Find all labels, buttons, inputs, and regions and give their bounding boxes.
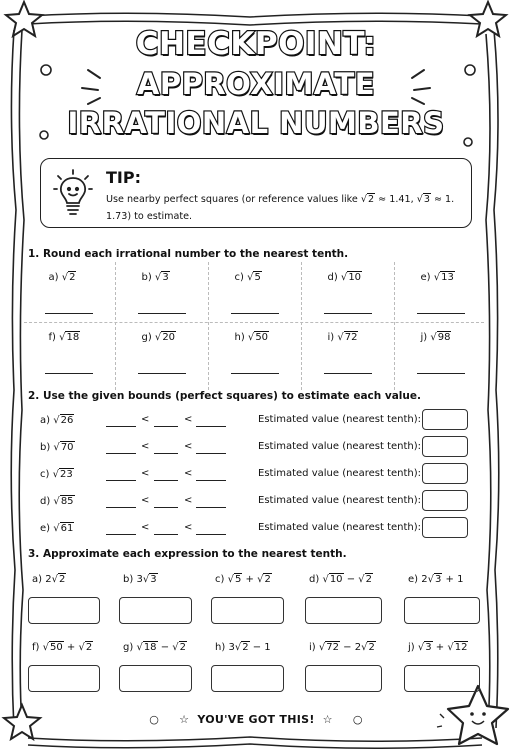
problem-label: j) √98 [420,332,451,343]
expression-answer-box[interactable] [404,597,480,624]
value-blank[interactable] [154,426,178,427]
estimate-answer-box[interactable] [422,436,468,457]
lightbulb-icon [52,168,94,220]
problem-label: e) √61 [40,523,74,534]
upper-bound-blank[interactable] [196,453,226,454]
expression-label: c) √5 + √2 [215,574,271,585]
estimate-answer-box[interactable] [422,409,468,430]
value-blank[interactable] [154,507,178,508]
title-line-1: CHECKPOINT: [135,26,377,62]
footer: ○ ☆ YOU'VE GOT THIS! ☆ ○ [149,713,363,726]
estimate-label: Estimated value (nearest tenth): [258,522,422,533]
answer-blank[interactable] [324,373,372,374]
section-1-heading: 1. Round each irrational number to the nearest tenth. [28,248,349,260]
expression-label: d) √10 − √2 [309,574,373,585]
answer-blank[interactable] [324,313,372,314]
less-than-sign: < [184,468,193,479]
expression-answer-box[interactable] [211,597,284,624]
lower-bound-blank[interactable] [106,426,136,427]
upper-bound-blank[interactable] [196,426,226,427]
value-blank[interactable] [154,453,178,454]
answer-blank[interactable] [138,373,186,374]
problem-label: d) √85 [40,496,74,507]
estimate-label: Estimated value (nearest tenth): [258,441,422,452]
less-than-sign: < [141,495,150,506]
expression-answer-box[interactable] [211,665,284,692]
problem-label: a) √26 [40,415,74,426]
expression-answer-box[interactable] [305,597,382,624]
estimate-label: Estimated value (nearest tenth): [258,495,422,506]
expression-label: h) 3√2 − 1 [215,642,271,653]
lower-bound-blank[interactable] [106,480,136,481]
title-line-3: IRRATIONAL NUMBERS [67,106,445,140]
section-3-heading: 3. Approximate each expression to the nearest tenth. [28,548,347,560]
problem-label: h) √50 [234,332,269,343]
expression-label: a) 2√2 [32,574,66,585]
tip-heading: TIP: [106,168,141,187]
expression-answer-box[interactable] [28,665,100,692]
value-blank[interactable] [154,480,178,481]
estimate-answer-box[interactable] [422,517,468,538]
grid-divider [394,262,395,390]
section-2-heading: 2. Use the given bounds (perfect squares) to estimate each value. [28,390,421,402]
problem-label: f) √18 [48,332,80,343]
upper-bound-blank[interactable] [196,534,226,535]
answer-blank[interactable] [417,313,465,314]
estimate-label: Estimated value (nearest tenth): [258,414,422,425]
expression-label: g) √18 − √2 [123,642,187,653]
less-than-sign: < [184,522,193,533]
problem-label: b) √70 [40,442,74,453]
value-blank[interactable] [154,534,178,535]
expression-label: b) 3√3 [123,574,157,585]
answer-blank[interactable] [45,373,93,374]
problem-label: e) √13 [420,272,454,283]
problem-label: d) √10 [327,272,362,283]
estimate-label: Estimated value (nearest tenth): [258,468,422,479]
lower-bound-blank[interactable] [106,453,136,454]
problem-label: b) √3 [141,272,169,283]
expression-answer-box[interactable] [404,665,480,692]
answer-blank[interactable] [138,313,186,314]
problem-label: g) √20 [141,332,176,343]
expression-answer-box[interactable] [119,665,192,692]
tip-text: Use nearby perfect squares (or reference values like √2 ≈ 1.41, √3 ≈ 1. 1.73) to estimate. [106,194,455,222]
less-than-sign: < [184,414,193,425]
answer-blank[interactable] [45,313,93,314]
grid-divider [301,262,302,390]
expression-label: j) √3 + √12 [408,642,468,653]
answer-blank[interactable] [417,373,465,374]
less-than-sign: < [184,441,193,452]
less-than-sign: < [141,441,150,452]
expression-label: i) √72 − 2√2 [309,642,375,653]
lower-bound-blank[interactable] [106,507,136,508]
problem-label: i) √72 [327,332,358,343]
title-line-2: APPROXIMATE [136,67,376,101]
grid-divider [24,322,484,323]
estimate-answer-box[interactable] [422,463,468,484]
expression-answer-box[interactable] [28,597,100,624]
upper-bound-blank[interactable] [196,480,226,481]
expression-answer-box[interactable] [119,597,192,624]
answer-blank[interactable] [231,373,279,374]
answer-blank[interactable] [231,313,279,314]
expression-label: e) 2√3 + 1 [408,574,464,585]
less-than-sign: < [184,495,193,506]
estimate-answer-box[interactable] [422,490,468,511]
less-than-sign: < [141,414,150,425]
problem-label: c) √23 [40,469,73,480]
problem-label: a) √2 [48,272,76,283]
upper-bound-blank[interactable] [196,507,226,508]
less-than-sign: < [141,468,150,479]
footer-text: YOU'VE GOT THIS! [197,713,315,726]
grid-divider [208,262,209,390]
less-than-sign: < [141,522,150,533]
problem-label: c) √5 [234,272,261,283]
grid-divider [115,262,116,390]
lower-bound-blank[interactable] [106,534,136,535]
expression-answer-box[interactable] [305,665,382,692]
expression-label: f) √50 + √2 [32,642,93,653]
